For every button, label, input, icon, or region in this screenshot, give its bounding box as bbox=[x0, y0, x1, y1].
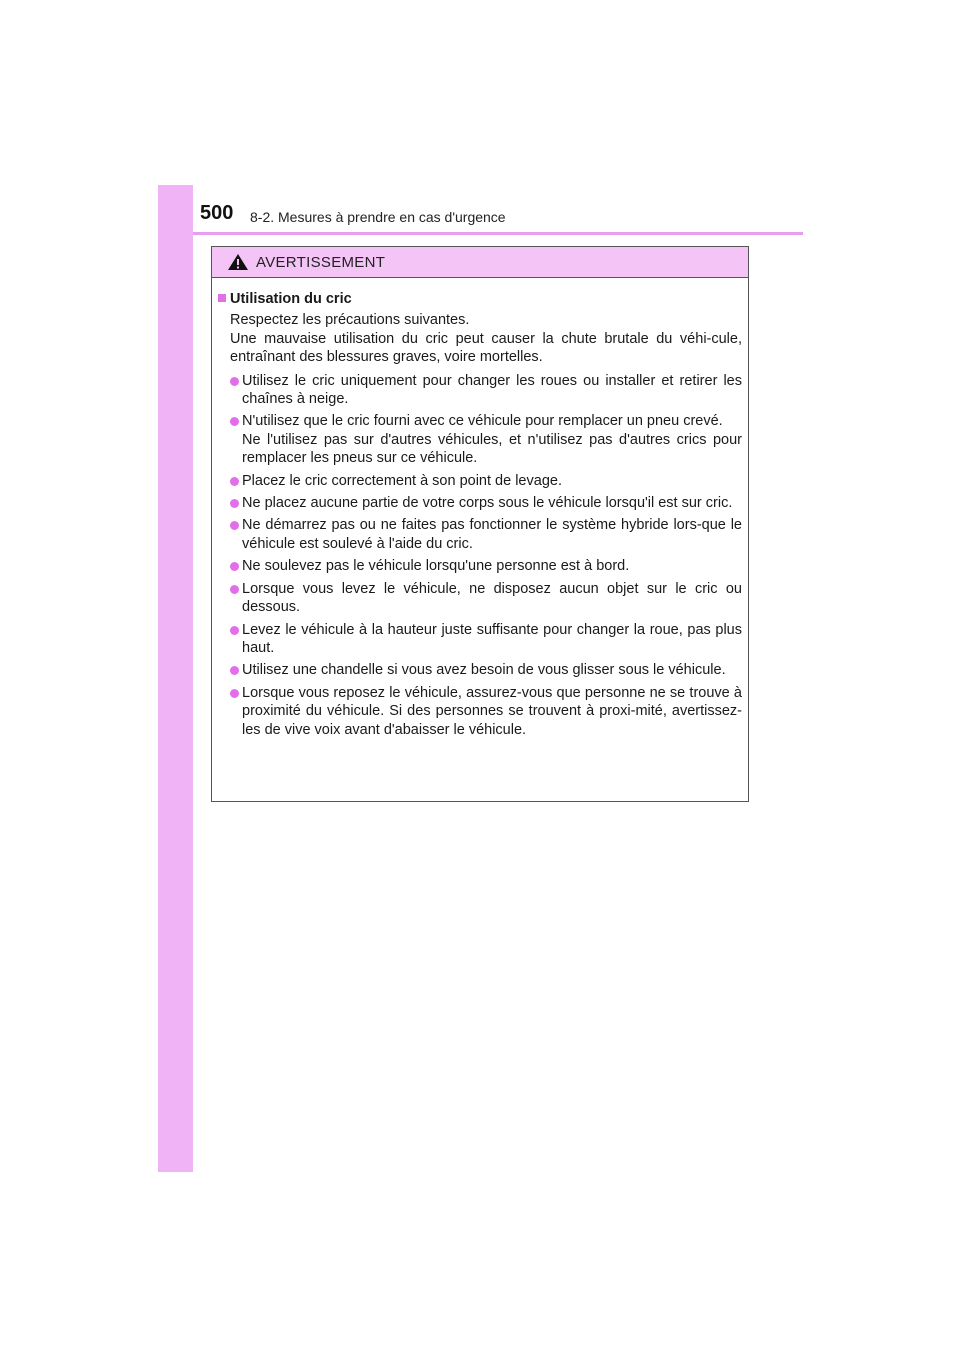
list-item bbox=[218, 661, 742, 679]
list-item bbox=[218, 372, 742, 409]
list-item-text: Ne placez aucune partie de votre corps sous le véhicule lorsqu'il est sur cric. bbox=[242, 495, 733, 512]
square-bullet-icon bbox=[218, 294, 226, 302]
warning-title-text: Utilisation du cric bbox=[230, 291, 352, 307]
bullet-dot-icon bbox=[230, 377, 239, 386]
list-item bbox=[218, 621, 742, 658]
list-item-text: Placez le cric correctement à son point de levage. bbox=[242, 472, 562, 489]
warning-box bbox=[211, 246, 749, 802]
side-color-band bbox=[158, 185, 193, 1172]
intro-line: Respectez les précautions suivantes. bbox=[230, 312, 470, 329]
bullet-dot-icon bbox=[230, 585, 239, 594]
list-item-text: Ne démarrez pas ou ne faites pas fonctionner le système hybride lors-que le véhicule est soulevé à l'aide du cric. bbox=[242, 517, 742, 552]
intro-line: Une mauvaise utilisation du cric peut causer la chute brutale du véhi-cule, entraînant des blessures graves, voire mortelles. bbox=[230, 330, 742, 366]
warning-triangle-icon bbox=[227, 253, 249, 271]
page-number: 500 bbox=[200, 202, 234, 224]
bullet-dot-icon bbox=[230, 499, 239, 508]
list-item bbox=[218, 516, 742, 553]
warning-label: AVERTISSEMENT bbox=[256, 253, 386, 271]
warning-intro bbox=[230, 311, 742, 366]
bullet-dot-icon bbox=[230, 626, 239, 635]
list-item-text: Utilisez une chandelle si vous avez besoin de vous glisser sous le véhicule. bbox=[242, 662, 726, 679]
list-item-text: Utilisez le cric uniquement pour changer les roues ou installer et retirer les chaînes à neige. bbox=[242, 372, 742, 408]
list-item bbox=[218, 412, 742, 467]
bullet-dot-icon bbox=[230, 562, 239, 571]
warning-header bbox=[212, 247, 748, 278]
list-item-text: Lorsque vous reposez le véhicule, assurez-vous que personne ne se trouve à proximité du véhicule. Si des personnes se trouvent à proxi-mité, avertissez-les de vive voix avant d'abaisser le véhicule. bbox=[242, 684, 742, 738]
bullet-dot-icon bbox=[230, 689, 239, 698]
list-item-text: Ne soulevez pas le véhicule lorsqu'une personne est à bord. bbox=[242, 558, 630, 575]
list-item bbox=[218, 472, 742, 490]
list-item-text: Levez le véhicule à la hauteur juste suffisante pour changer la roue, pas plus haut. bbox=[242, 621, 742, 656]
bullet-dot-icon bbox=[230, 521, 239, 530]
precautions-list bbox=[218, 372, 742, 739]
list-item bbox=[218, 580, 742, 617]
header-rule bbox=[193, 232, 803, 235]
list-item-text: Lorsque vous levez le véhicule, ne disposez aucun objet sur le cric ou dessous. bbox=[242, 580, 742, 616]
list-item bbox=[218, 684, 742, 739]
bullet-dot-icon bbox=[230, 417, 239, 426]
list-item bbox=[218, 494, 742, 512]
section-title: 8-2. Mesures à prendre en cas d'urgence bbox=[250, 209, 506, 225]
list-item-text: N'utilisez que le cric fourni avec ce véhicule pour remplacer un pneu crevé. bbox=[242, 413, 723, 430]
warning-section-title bbox=[218, 290, 742, 308]
bullet-dot-icon bbox=[230, 477, 239, 486]
warning-body bbox=[212, 278, 748, 739]
list-item-text: Ne l'utilisez pas sur d'autres véhicules, et n'utilisez pas d'autres crics pour remplacer les pneus sur ce véhicule. bbox=[242, 431, 742, 467]
bullet-dot-icon bbox=[230, 666, 239, 675]
page-header bbox=[200, 202, 760, 232]
list-item bbox=[218, 557, 742, 575]
